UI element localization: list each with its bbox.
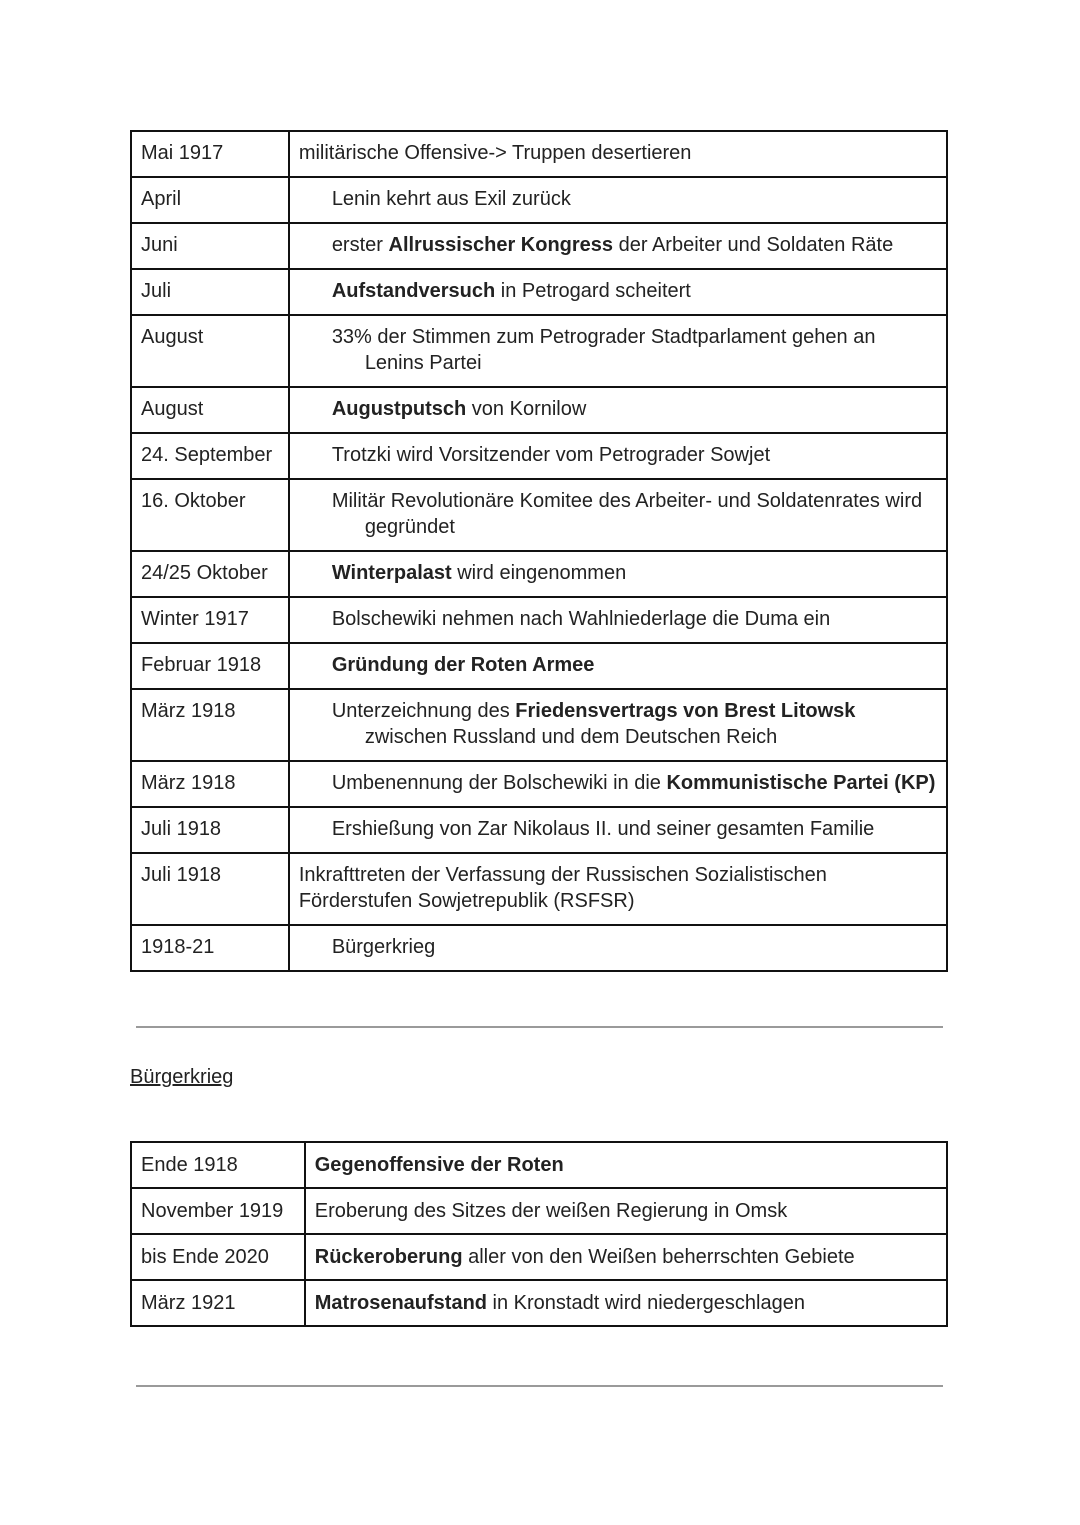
table-row — [131, 689, 947, 761]
event-text-part: wird eingenommen — [451, 562, 627, 584]
event-text-bold: Gegenoffensive der Roten — [314, 1154, 564, 1176]
date-cell: November 1919 — [131, 1188, 305, 1234]
table-row — [131, 551, 947, 597]
event-text — [332, 560, 937, 586]
table-row — [131, 177, 947, 223]
table-row — [131, 1142, 947, 1188]
event-text — [315, 1292, 805, 1314]
event-cell — [289, 807, 947, 853]
table-row — [131, 1188, 947, 1234]
timeline-table-buergerkrieg — [130, 1141, 948, 1327]
event-cell — [305, 1142, 947, 1188]
event-text — [332, 442, 937, 468]
event-text — [332, 934, 937, 960]
table-row — [131, 479, 947, 551]
event-cell — [289, 551, 947, 597]
date-cell: Winter 1917 — [131, 597, 289, 643]
event-text — [315, 1200, 787, 1222]
date-cell: bis Ende 2020 — [131, 1234, 305, 1280]
event-text-part: Lenin kehrt aus Exil zurück — [331, 188, 571, 210]
event-text-part: Eroberung des Sitzes der weißen Regierung in Omsk — [314, 1200, 788, 1222]
date-cell: März 1921 — [131, 1280, 305, 1326]
event-cell — [289, 479, 947, 551]
event-cell — [289, 387, 947, 433]
event-text — [332, 816, 937, 842]
event-text — [332, 770, 937, 796]
event-text — [332, 652, 937, 678]
event-cell — [305, 1280, 947, 1326]
event-text-part: Bürgerkrieg — [331, 936, 436, 958]
date-cell: Juli — [131, 269, 289, 315]
table-row — [131, 269, 947, 315]
event-text-part: 33% der Stimmen zum Petrograder Stadtparlament gehen an Lenins Partei — [331, 326, 876, 374]
event-text-part: von Kornilow — [466, 398, 587, 420]
event-cell — [289, 315, 947, 387]
date-cell: Juli 1918 — [131, 807, 289, 853]
event-text — [332, 278, 937, 304]
event-text — [315, 1154, 564, 1176]
event-text — [332, 232, 937, 258]
date-cell: Ende 1918 — [131, 1142, 305, 1188]
table-body — [131, 1142, 947, 1326]
event-text — [332, 698, 937, 750]
section-heading-buergerkrieg: Bürgerkrieg — [130, 1066, 234, 1088]
event-cell — [289, 853, 947, 925]
table-row — [131, 1234, 947, 1280]
table-row — [131, 131, 947, 177]
event-text-bold: Kommunistische Partei (KP) — [666, 772, 936, 794]
table-row — [131, 597, 947, 643]
event-text-part: militärische Offensive-> Truppen desertieren — [298, 142, 692, 164]
table-row — [131, 433, 947, 479]
event-text-bold: Rückeroberung — [314, 1246, 463, 1268]
event-text-part: erster — [331, 234, 389, 256]
event-text-part: Trotzki wird Vorsitzender vom Petrograder Sowjet — [331, 444, 771, 466]
date-cell: August — [131, 315, 289, 387]
event-cell — [289, 597, 947, 643]
date-cell: 24/25 Oktober — [131, 551, 289, 597]
event-text-bold: Friedensvertrags von Brest Litowsk — [515, 700, 856, 722]
event-text — [332, 324, 937, 376]
event-text-bold: Matrosenaufstand — [314, 1292, 487, 1314]
table-row — [131, 643, 947, 689]
event-text-part: Ershießung von Zar Nikolaus II. und seiner gesamten Familie — [331, 818, 875, 840]
date-cell: März 1918 — [131, 761, 289, 807]
event-text-bold: Winterpalast — [331, 562, 452, 584]
table-row — [131, 925, 947, 971]
table-row — [131, 761, 947, 807]
event-text-part: aller von den Weißen beherrschten Gebiete — [462, 1246, 855, 1268]
table-row — [131, 807, 947, 853]
event-text — [332, 186, 937, 212]
event-cell — [289, 223, 947, 269]
event-text-part: der Arbeiter und Soldaten Räte — [613, 234, 894, 256]
table-body — [131, 131, 947, 971]
table-row — [131, 853, 947, 925]
event-text — [299, 142, 692, 164]
event-text-part: Umbenennung der Bolschewiki in die — [331, 772, 667, 794]
event-text — [332, 396, 937, 422]
table-row — [131, 387, 947, 433]
event-text — [299, 864, 827, 912]
event-cell — [289, 433, 947, 479]
event-text — [332, 606, 937, 632]
date-cell: Juni — [131, 223, 289, 269]
horizontal-rule — [136, 1385, 943, 1387]
event-cell — [289, 689, 947, 761]
date-cell: 24. September — [131, 433, 289, 479]
event-text-bold: Gründung der Roten Armee — [331, 654, 595, 676]
event-text-part: Militär Revolutionäre Komitee des Arbeiter- und Soldatenrates wird gegründet — [331, 490, 923, 538]
event-text-part: Unterzeichnung des — [331, 700, 516, 722]
event-text-part: in Petrogard scheitert — [495, 280, 691, 302]
table-row — [131, 315, 947, 387]
horizontal-rule — [136, 1026, 943, 1028]
table-row — [131, 223, 947, 269]
event-text-bold: Augustputsch — [331, 398, 467, 420]
event-text-part: Inkrafttreten der Verfassung der Russischen Sozialistischen Förderstufen Sowjetrepublik (RSFSR) — [298, 864, 827, 912]
event-text-part: zwischen Russland und dem Deutschen Reich — [364, 726, 778, 748]
event-cell — [289, 925, 947, 971]
event-cell — [305, 1234, 947, 1280]
event-cell — [289, 177, 947, 223]
timeline-table-1917-1918 — [130, 130, 948, 972]
date-cell: März 1918 — [131, 689, 289, 761]
event-cell — [289, 761, 947, 807]
table-row — [131, 1280, 947, 1326]
event-cell — [289, 269, 947, 315]
date-cell: April — [131, 177, 289, 223]
event-text-part: in Kronstadt wird niedergeschlagen — [487, 1292, 805, 1314]
date-cell: 1918-21 — [131, 925, 289, 971]
event-cell — [305, 1188, 947, 1234]
event-text — [332, 488, 937, 540]
event-cell — [289, 643, 947, 689]
date-cell: Februar 1918 — [131, 643, 289, 689]
date-cell: Juli 1918 — [131, 853, 289, 925]
event-text-bold: Allrussischer Kongress — [388, 234, 614, 256]
event-cell — [289, 131, 947, 177]
date-cell: 16. Oktober — [131, 479, 289, 551]
event-text — [315, 1246, 855, 1268]
event-text-part: Bolschewiki nehmen nach Wahlniederlage die Duma ein — [331, 608, 831, 630]
date-cell: Mai 1917 — [131, 131, 289, 177]
event-text-bold: Aufstandversuch — [331, 280, 496, 302]
date-cell: August — [131, 387, 289, 433]
